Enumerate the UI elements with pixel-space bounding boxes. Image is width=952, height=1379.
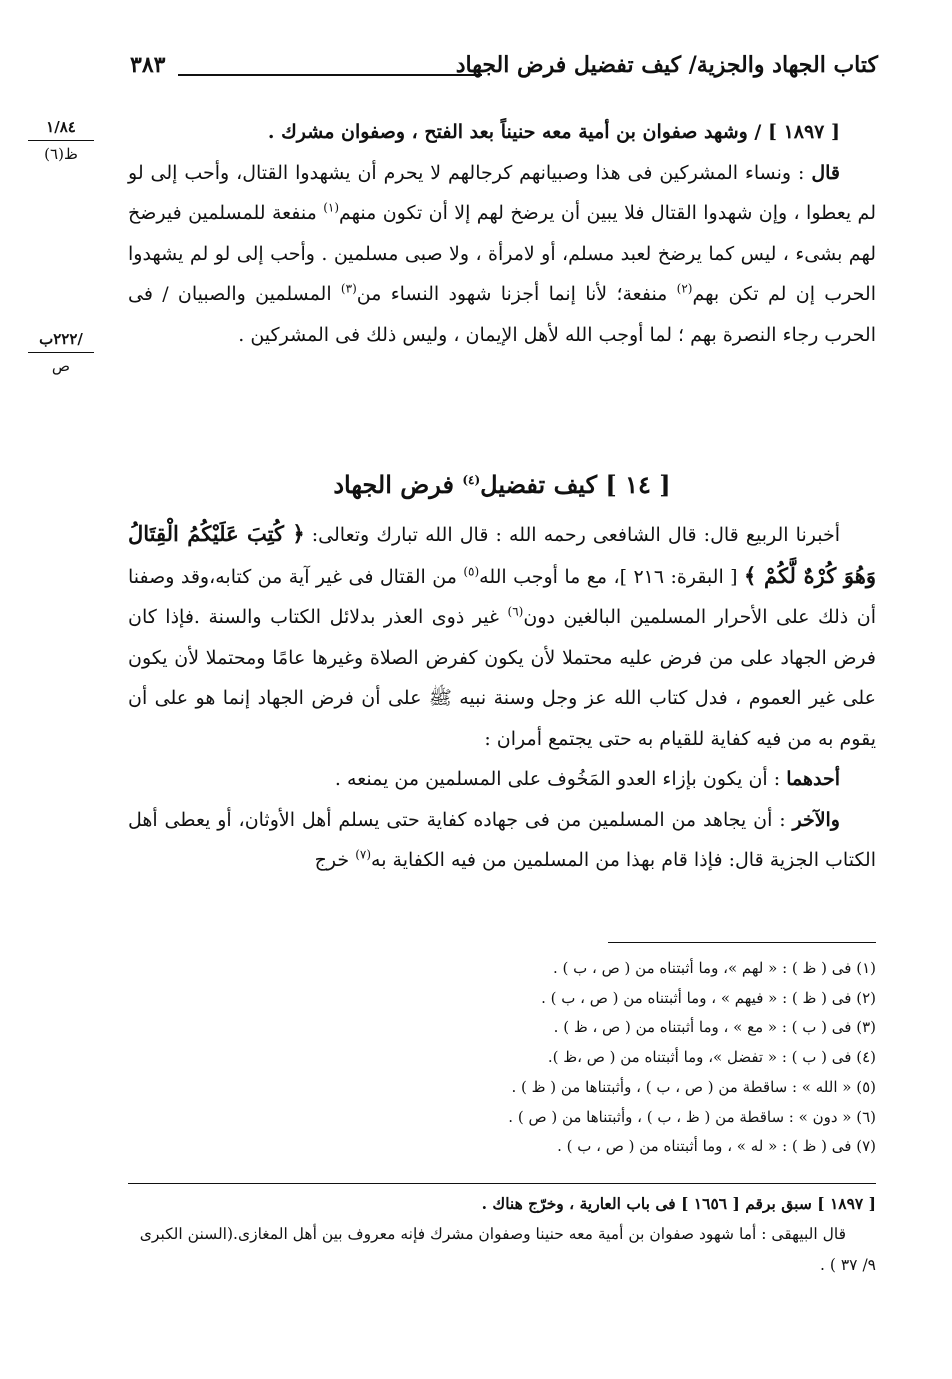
footnote-ref-3: (٣): [340, 281, 357, 296]
footnote-ref-6: (٦): [507, 604, 524, 619]
footnote-6: (٦) « دون » : ساقطة من ( ظ ، ب ) ، وأثبتناها من ( ص ) .: [508, 1107, 876, 1126]
paragraph-ahaduhuma: أحدهما : أن يكون بإزاء العدو المَخُوف على المسلمين من يمنعه .: [334, 768, 840, 790]
ahaduhuma-label: أحدهما: [786, 768, 840, 790]
header-rule: [178, 74, 482, 76]
footnote-ref-7: (٧): [355, 847, 372, 862]
commentary-separator: [128, 1183, 876, 1184]
takhrij-commentary: [128, 1188, 876, 1281]
header-title: كتاب الجهاد والجزية/ كيف تفضيل فرض الجهاد: [455, 52, 878, 78]
section-2-text: [128, 514, 876, 881]
al-akhar-label: والآخر: [792, 808, 840, 831]
footnote-ref-4: (٤): [462, 473, 481, 487]
running-header: [130, 50, 878, 90]
commentary-line-2: قال البيهقى : أما شهود صفوان بن أمية معه حنينا وصفوان مشرك فإنه معروف بين أهل المغازى.(السنن الكبرى ٩/ ٣٧ ) .: [139, 1225, 876, 1274]
footnote-4: (٤) فى ( ب ) : « تفضل »، وما أثبتناه من ( ص ،ظ ).: [547, 1048, 876, 1067]
section-heading: [ ١٤ ] كيف تفضيل$^{(٤)}$ فرض الجهاد: [333, 470, 671, 499]
page-number: ٣٨٣: [130, 52, 166, 78]
footnote-7: (٧) فى ( ظ ) : « له » ، وما أثبتناه من ( ص ، ب ) .: [557, 1137, 876, 1156]
footnote-2: (٢) فى ( ظ ) : « فيهم » ، وما أثبتناه من ( ص ، ب ) .: [541, 988, 876, 1007]
footnote-ref-5: (٥): [463, 564, 480, 579]
section-1-text: [128, 112, 876, 355]
margin-note-source: ظ(٦): [44, 145, 78, 163]
footnote-3: (٣) فى ( ب ) : « مع » ، وما أثبتناه من ( ص ، ظ ) .: [553, 1018, 876, 1037]
paragraph-al-akhar: والآخر : أن يجاهد من المسلمين من فى جهاده كفاية حتى يسلم أهل الأوثان، أو يعطى أهل الكتاب الجزية قال: فإذا قام بهذا من المسلمين من فيه الكفاية به$^{(٧)}$ خرج: [128, 808, 876, 871]
margin-note-source: ص: [51, 357, 71, 375]
paragraph-akhbarana: أخبرنا الربيع قال: قال الشافعى رحمه الله : قال الله تبارك وتعالى: ﴿ كُتِبَ عَلَيْكُمُ الْقِتَالُ وَهُوَ كُرْهٌ لَّكُمْ ﴾ [ البقرة: ٢١٦ ]، مع ما أوجب الله$^{(٥)}$ من القتال فى غير آية من كتابه،وقد وصفنا أن ذلك على الأحرار المسلمين البالغين دون$^{(٦)}$ غير ذوى العذر بدلائل الكتاب والسنة .فإذا كان فرض الجهاد على من فرض عليه محتملا لأن يكون كفرض الصلاة وغيرها عامًا ومحتملا لأن يكون على غير العموم ، فدل كتاب الله عز وجل وسنة نبيه ﷺ على أن فرض الجهاد إنما هو على أن يقوم به من فيه كفاية للقيام به حتى يجتمع أمران :: [128, 521, 876, 750]
paragraph-qala: قال : ونساء المشركين فى هذا وصبيانهم كرجالهم لا يحرم أن يشهدوا القتال، وأحب إلى لو لم يعطوا ، وإن شهدوا القتال فلا يبين أن يرضخ لهم إلا أن تكون منهم$^{(١)}$ منفعة للمسلمين فيرضخ لهم بشىء ، ليس كما يرضخ لعبد مسلم، أو لامرأة ، ولا صبى مسلمين . وأحب إلى لو لم يشهدوا الحرب إن لم تكن بهم$^{(٢)}$ منفعة؛ لأنا إنما أجزنا شهود النساء من$^{(٣)}$ المسلمين والصبيان / فى الحرب رجاء النصرة بهم ؛ لما أوجب الله لأهل الإيمان ، وليس ذلك فى المشركين .: [128, 161, 876, 346]
footnote-separator: [608, 942, 876, 943]
margin-note-manuscript-2: [28, 330, 94, 375]
footnotes: [400, 954, 876, 1162]
hadith-1897: [ ١٨٩٧ ] / وشهد صفوان بن أمية معه حنيناً بعد الفتح ، وصفوان مشرك .: [267, 121, 840, 143]
commentary-line-1: [ ١٨٩٧ ] سبق برقم [ ١٦٥٦ ] فى باب العارية ، وخرّج هناك .: [481, 1194, 876, 1213]
margin-note-manuscript-1: [28, 118, 94, 163]
quran-verse: ﴿ كُتِبَ عَلَيْكُمُ الْقِتَالُ وَهُوَ كُرْهٌ لَّكُمْ ﴾: [128, 521, 876, 588]
margin-note-folio: /٢٢٢ب: [28, 330, 94, 353]
footnote-5: (٥) « الله » : ساقطة من ( ص ، ب ) ، وأثبتناها من ( ظ ) .: [511, 1077, 876, 1096]
margin-note-folio: ١/٨٤: [28, 118, 94, 141]
footnote-ref-1: (١): [323, 200, 340, 215]
footnote-ref-2: (٢): [676, 281, 693, 296]
footnote-1: (١) فى ( ظ ) : « لهم »، وما أثبتناه من ( ص ، ب ) .: [552, 959, 876, 977]
qala-label: قال: [811, 161, 840, 184]
